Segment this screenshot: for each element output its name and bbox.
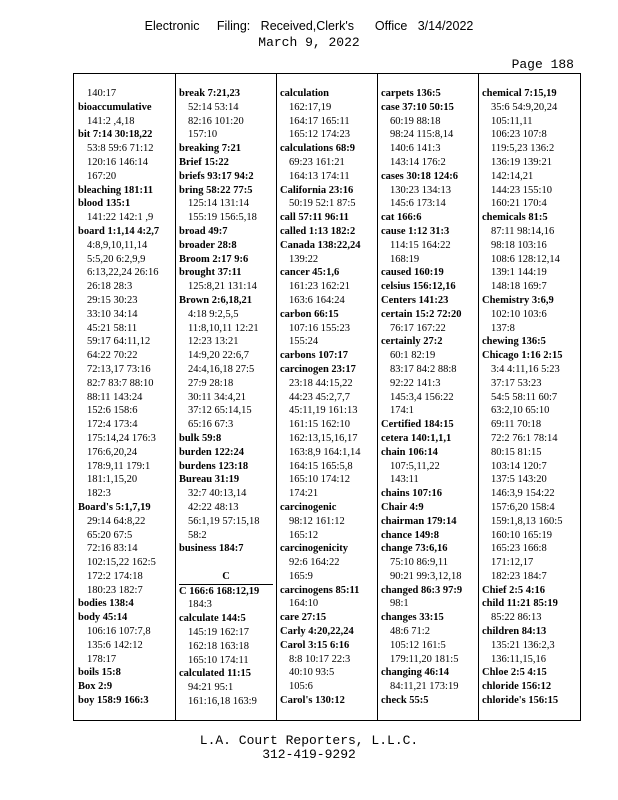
index-term: Board's 5:1,7,19 bbox=[78, 501, 151, 513]
electronic-filing-stamp: Electronic Filing: Received,Clerk's Office 3/14/2022 bbox=[144, 19, 474, 33]
reporter-name: L.A. Court Reporters, L.L.C. bbox=[199, 733, 419, 748]
index-term: chloride's 156:15 bbox=[482, 695, 559, 707]
index-reference: 23:18 44:15,22 bbox=[289, 377, 353, 389]
index-reference: 148:18 169:7 bbox=[491, 281, 547, 293]
index-reference: 54:5 58:11 60:7 bbox=[491, 391, 558, 403]
index-reference: 143:11 bbox=[390, 474, 419, 486]
index-reference: 92:22 141:3 bbox=[390, 377, 441, 389]
index-reference: 29:15 30:23 bbox=[87, 294, 138, 306]
index-reference: 159:1,8,13 160:5 bbox=[491, 515, 563, 527]
index-term: care 27:15 bbox=[280, 612, 327, 624]
index-term: body 45:14 bbox=[78, 612, 128, 624]
column-divider bbox=[377, 74, 378, 720]
index-term: carpets 136:5 bbox=[381, 88, 441, 99]
index-term: boy 158:9 166:3 bbox=[78, 695, 149, 707]
index-reference: 69:11 70:18 bbox=[491, 419, 542, 431]
index-reference: 178:9,11 179:1 bbox=[87, 460, 151, 472]
index-term: child 11:21 85:19 bbox=[482, 598, 558, 610]
index-term: children 84:13 bbox=[482, 626, 547, 638]
index-reference: 88:11 143:24 bbox=[87, 391, 143, 403]
index-reference: 108:6 128:12,14 bbox=[491, 253, 560, 265]
index-term: Canada 138:22,24 bbox=[280, 239, 361, 251]
index-reference: 83:17 84:2 88:8 bbox=[390, 363, 457, 375]
index-reference: 145:3,4 156:22 bbox=[390, 391, 454, 403]
index-term: Chloe 2:5 4:15 bbox=[482, 667, 547, 679]
index-reference: 143:14 176:2 bbox=[390, 156, 446, 168]
index-term: cause 1:12 31:3 bbox=[381, 225, 450, 237]
index-term: cases 30:18 124:6 bbox=[381, 170, 458, 182]
index-term: change 73:6,16 bbox=[381, 543, 448, 555]
index-reference: 29:14 64:8,22 bbox=[87, 515, 146, 527]
index-reference: 164:13 174:11 bbox=[289, 170, 350, 182]
index-reference: 32:7 40:13,14 bbox=[188, 488, 247, 500]
page-number: Page 188 bbox=[511, 57, 574, 72]
index-term: Certified 184:15 bbox=[381, 419, 454, 431]
index-reference: 125:8,21 131:14 bbox=[188, 281, 257, 293]
index-reference: 8:8 10:17 22:3 bbox=[289, 653, 351, 665]
index-term: blood 135:1 bbox=[78, 198, 131, 210]
index-term: Centers 141:23 bbox=[381, 294, 449, 306]
index-reference: 37:17 53:23 bbox=[491, 377, 542, 389]
index-term: carcinogenicity bbox=[280, 543, 349, 555]
index-reference: 160:10 165:19 bbox=[491, 529, 552, 541]
index-term: Chair 4:9 bbox=[381, 501, 424, 513]
index-reference: 94:21 95:1 bbox=[188, 682, 234, 694]
column-divider bbox=[175, 74, 176, 720]
index-reference: 141:2 ,4,18 bbox=[87, 115, 135, 127]
index-reference: 165:9 bbox=[289, 570, 313, 582]
index-reference: 178:17 bbox=[87, 653, 117, 665]
index-column-2 bbox=[179, 87, 275, 709]
index-reference: 161:15 162:10 bbox=[289, 419, 350, 431]
index-reference: 164:15 165:5,8 bbox=[289, 460, 353, 472]
index-reference: 64:22 70:22 bbox=[87, 350, 138, 362]
index-term: bodies 138:4 bbox=[78, 598, 134, 610]
index-reference: 172:2 174:18 bbox=[87, 570, 143, 582]
index-term: cancer 45:1,6 bbox=[280, 267, 340, 279]
index-term: call 57:11 96:11 bbox=[280, 212, 349, 224]
index-term: burden 122:24 bbox=[179, 446, 245, 458]
index-reference: 11:8,10,11 12:21 bbox=[188, 322, 259, 334]
index-reference: 80:15 81:15 bbox=[491, 446, 542, 458]
index-reference: 175:14,24 176:3 bbox=[87, 432, 156, 444]
index-term: chain 106:14 bbox=[381, 446, 438, 458]
index-reference: 162:18 163:18 bbox=[188, 640, 249, 652]
index-spacer bbox=[179, 556, 275, 570]
index-reference: 165:23 166:8 bbox=[491, 543, 547, 555]
column-divider bbox=[276, 74, 277, 720]
index-reference: 60:19 88:18 bbox=[390, 115, 441, 127]
index-reference: 144:23 155:10 bbox=[491, 184, 552, 196]
index-term: cetera 140:1,1,1 bbox=[381, 432, 452, 444]
index-reference: 106:23 107:8 bbox=[491, 129, 547, 141]
index-reference: 84:11,21 173:19 bbox=[390, 681, 459, 693]
index-reference: 107:16 155:23 bbox=[289, 322, 350, 334]
index-reference: 50:19 52:1 87:5 bbox=[289, 198, 356, 210]
index-reference: 44:23 45:2,7,7 bbox=[289, 391, 350, 403]
index-reference: 48:6 71:2 bbox=[390, 626, 430, 638]
index-term: Carol 3:15 6:16 bbox=[280, 639, 350, 651]
index-reference: 184:3 bbox=[188, 599, 212, 611]
index-reference: 120:16 146:14 bbox=[87, 156, 148, 168]
index-reference: 27:9 28:18 bbox=[188, 377, 234, 389]
index-reference: 141:22 142:1 ,9 bbox=[87, 212, 154, 224]
index-reference: 174:21 bbox=[289, 488, 319, 500]
index-term: Carol's 130:12 bbox=[280, 695, 345, 707]
index-term: brought 37:11 bbox=[179, 267, 242, 279]
index-term: Brown 2:6,18,21 bbox=[179, 294, 253, 306]
index-term: carbons 107:17 bbox=[280, 350, 348, 362]
index-reference: 82:7 83:7 88:10 bbox=[87, 377, 154, 389]
index-reference: 92:6 164:22 bbox=[289, 557, 340, 569]
index-reference: 136:11,15,16 bbox=[491, 653, 547, 665]
index-term: calculation bbox=[280, 88, 329, 99]
index-term: carcinogens 85:11 bbox=[280, 584, 360, 596]
index-reference: 163:8,9 164:1,14 bbox=[289, 446, 361, 458]
index-reference: 180:23 182:7 bbox=[87, 584, 143, 596]
index-term: Chemistry 3:6,9 bbox=[482, 294, 554, 306]
index-term: certainly 27:2 bbox=[381, 336, 443, 348]
index-term: Carly 4:20,22,24 bbox=[280, 626, 354, 638]
index-reference: 42:22 48:13 bbox=[188, 501, 239, 513]
index-term: calculate 144:5 bbox=[179, 613, 246, 625]
index-reference: 24:4,16,18 27:5 bbox=[188, 363, 255, 375]
index-term: bit 7:14 30:18,22 bbox=[78, 129, 153, 141]
index-reference: 182:3 bbox=[87, 488, 111, 500]
index-term: Chief 2:5 4:16 bbox=[482, 584, 545, 596]
index-reference: 136:19 139:21 bbox=[491, 156, 552, 168]
index-term: broader 28:8 bbox=[179, 239, 237, 251]
index-reference: 155:19 156:5,18 bbox=[188, 212, 257, 224]
index-term: bleaching 181:11 bbox=[78, 184, 153, 196]
index-reference: 179:11,20 181:5 bbox=[390, 653, 459, 665]
index-term: changes 33:15 bbox=[381, 612, 444, 624]
index-reference: 155:24 bbox=[289, 336, 319, 348]
index-reference: 106:16 107:7,8 bbox=[87, 626, 151, 638]
index-reference: 102:15,22 162:5 bbox=[87, 557, 156, 569]
index-column-3 bbox=[280, 87, 376, 708]
index-term: chairman 179:14 bbox=[381, 515, 457, 527]
index-term: cat 166:6 bbox=[381, 212, 422, 224]
index-reference: 45:21 58:11 bbox=[87, 322, 138, 334]
index-reference: 65:20 67:5 bbox=[87, 529, 133, 541]
index-term: burdens 123:18 bbox=[179, 460, 249, 472]
index-reference: 163:6 164:24 bbox=[289, 294, 345, 306]
index-reference: 182:23 184:7 bbox=[491, 570, 547, 582]
index-term: carbon 66:15 bbox=[280, 308, 339, 320]
index-term: break 7:21,23 bbox=[179, 88, 241, 99]
index-reference: 37:12 65:14,15 bbox=[188, 405, 252, 417]
index-term: chloride 156:12 bbox=[482, 681, 552, 693]
index-term: chemicals 81:5 bbox=[482, 212, 548, 224]
reporter-phone: 312-419-9292 bbox=[262, 747, 356, 762]
index-reference: 140:6 141:3 bbox=[390, 143, 441, 155]
index-term: briefs 93:17 94:2 bbox=[179, 170, 254, 182]
index-reference: 72:16 83:14 bbox=[87, 543, 138, 555]
index-reference: 4:18 9:2,5,5 bbox=[188, 308, 239, 320]
index-reference: 176:6,20,24 bbox=[87, 446, 138, 458]
index-reference: 165:12 174:23 bbox=[289, 129, 350, 141]
index-term: C 166:6 168:12,19 bbox=[179, 585, 260, 597]
index-column-4 bbox=[381, 87, 477, 708]
index-reference: 146:3,9 154:22 bbox=[491, 488, 555, 500]
index-term: calculations 68:9 bbox=[280, 143, 355, 155]
index-reference: 98:1 bbox=[390, 598, 409, 610]
index-reference: 85:22 86:13 bbox=[491, 612, 542, 624]
index-term: Bureau 31:19 bbox=[179, 474, 240, 486]
index-reference: 30:11 34:4,21 bbox=[188, 391, 246, 403]
index-column-5 bbox=[482, 87, 578, 708]
index-reference: 40:10 93:5 bbox=[289, 667, 335, 679]
index-term: board 1:1,14 4:2,7 bbox=[78, 225, 160, 237]
index-reference: 60:1 82:19 bbox=[390, 350, 436, 362]
index-reference: 165:10 174:11 bbox=[188, 654, 249, 666]
index-reference: 102:10 103:6 bbox=[491, 308, 547, 320]
index-reference: 165:12 bbox=[289, 529, 319, 541]
index-term: changing 46:14 bbox=[381, 667, 449, 679]
transcript-date: March 9, 2022 bbox=[258, 35, 360, 50]
index-reference: 45:11,19 161:13 bbox=[289, 405, 358, 417]
index-reference: 145:6 173:14 bbox=[390, 198, 446, 210]
index-term: certain 15:2 72:20 bbox=[381, 308, 462, 320]
index-term: Chicago 1:16 2:15 bbox=[482, 350, 563, 362]
column-divider bbox=[478, 74, 479, 720]
index-term: business 184:7 bbox=[179, 543, 244, 555]
index-term: bring 58:22 77:5 bbox=[179, 184, 253, 196]
index-reference: 119:5,23 136:2 bbox=[491, 143, 555, 155]
index-reference: 160:21 170:4 bbox=[491, 198, 547, 210]
index-reference: 139:1 144:19 bbox=[491, 267, 547, 279]
index-reference: 167:20 bbox=[87, 170, 117, 182]
index-reference: 5:5,20 6:2,9,9 bbox=[87, 253, 146, 265]
index-box bbox=[73, 73, 581, 721]
index-reference: 139:22 bbox=[289, 253, 319, 265]
index-reference: 157:10 bbox=[188, 129, 218, 141]
index-reference: 152:6 158:6 bbox=[87, 405, 138, 417]
index-term: called 1:13 182:2 bbox=[280, 225, 356, 237]
index-term: breaking 7:21 bbox=[179, 143, 241, 155]
index-reference: 72:2 76:1 78:14 bbox=[491, 432, 558, 444]
index-term: carcinogen 23:17 bbox=[280, 363, 356, 375]
index-reference: 130:23 134:13 bbox=[390, 184, 451, 196]
index-reference: 164:10 bbox=[289, 598, 319, 610]
index-reference: 98:24 115:8,14 bbox=[390, 129, 454, 141]
index-term: chewing 136:5 bbox=[482, 336, 546, 348]
index-reference: 52:14 53:14 bbox=[188, 101, 239, 113]
index-reference: 114:15 164:22 bbox=[390, 239, 451, 251]
index-reference: 172:4 173:4 bbox=[87, 419, 138, 431]
index-reference: 26:18 28:3 bbox=[87, 281, 133, 293]
index-reference: 181:1,15,20 bbox=[87, 474, 138, 486]
index-reference: 63:2,10 65:10 bbox=[491, 405, 550, 417]
index-reference: 75:10 86:9,11 bbox=[390, 557, 448, 569]
index-term: chance 149:8 bbox=[381, 529, 440, 541]
index-reference: 164:17 165:11 bbox=[289, 115, 350, 127]
index-reference: 105:6 bbox=[289, 681, 313, 693]
index-section-letter: C bbox=[179, 570, 273, 585]
index-reference: 59:17 64:11,12 bbox=[87, 336, 151, 348]
index-term: caused 160:19 bbox=[381, 267, 444, 279]
index-reference: 162:13,15,16,17 bbox=[289, 432, 358, 444]
index-reference: 157:6,20 158:4 bbox=[491, 501, 555, 513]
index-reference: 58:2 bbox=[188, 529, 207, 541]
index-reference: 72:13,17 73:16 bbox=[87, 363, 151, 375]
index-reference: 162:17,19 bbox=[289, 101, 332, 113]
index-term: check 55:5 bbox=[381, 695, 429, 707]
index-reference: 98:12 161:12 bbox=[289, 515, 345, 527]
index-term: case 37:10 50:15 bbox=[381, 101, 454, 113]
index-reference: 174:1 bbox=[390, 405, 414, 417]
index-term: Brief 15:22 bbox=[179, 156, 229, 168]
index-reference: 65:16 67:3 bbox=[188, 419, 234, 431]
index-reference: 105:12 161:5 bbox=[390, 639, 446, 651]
index-term: calculated 11:15 bbox=[179, 668, 252, 680]
index-reference: 90:21 99:3,12,18 bbox=[390, 570, 462, 582]
index-reference: 12:23 13:21 bbox=[188, 336, 239, 348]
index-term: bioaccumulative bbox=[78, 101, 152, 113]
index-reference: 76:17 167:22 bbox=[390, 322, 446, 334]
index-term: California 23:16 bbox=[280, 184, 354, 196]
index-reference: 14:9,20 22:6,7 bbox=[188, 350, 249, 362]
index-reference: 33:10 34:14 bbox=[87, 308, 138, 320]
index-reference: 98:18 103:16 bbox=[491, 239, 547, 251]
index-reference: 6:13,22,24 26:16 bbox=[87, 267, 159, 279]
index-reference: 137:8 bbox=[491, 322, 515, 334]
index-term: boils 15:8 bbox=[78, 667, 121, 679]
index-reference: 53:8 59:6 71:12 bbox=[87, 143, 154, 155]
index-reference: 165:10 174:12 bbox=[289, 474, 350, 486]
index-reference: 69:23 161:21 bbox=[289, 156, 345, 168]
index-term: chemical 7:15,19 bbox=[482, 88, 557, 99]
index-reference: 135:6 142:12 bbox=[87, 639, 143, 651]
index-term: Box 2:9 bbox=[78, 681, 113, 693]
index-reference: 3:4 4:11,16 5:23 bbox=[491, 363, 560, 375]
index-reference: 142:14,21 bbox=[491, 170, 534, 182]
index-term: broad 49:7 bbox=[179, 225, 228, 237]
index-reference: 135:21 136:2,3 bbox=[491, 639, 555, 651]
index-reference: 137:5 143:20 bbox=[491, 474, 547, 486]
index-reference: 125:14 131:14 bbox=[188, 198, 249, 210]
index-term: changed 86:3 97:9 bbox=[381, 584, 463, 596]
index-reference: 56:1,19 57:15,18 bbox=[188, 515, 260, 527]
index-reference: 168:19 bbox=[390, 253, 420, 265]
index-term: carcinogenic bbox=[280, 501, 337, 513]
index-reference: 107:5,11,22 bbox=[390, 460, 440, 472]
index-reference: 82:16 101:20 bbox=[188, 115, 244, 127]
index-reference: 140:17 bbox=[87, 88, 117, 99]
index-column-1 bbox=[78, 87, 174, 708]
index-term: bulk 59:8 bbox=[179, 432, 222, 444]
index-term: Broom 2:17 9:6 bbox=[179, 253, 249, 265]
index-reference: 161:23 162:21 bbox=[289, 281, 350, 293]
index-reference: 35:6 54:9,20,24 bbox=[491, 101, 558, 113]
index-reference: 145:19 162:17 bbox=[188, 627, 249, 639]
index-reference: 103:14 120:7 bbox=[491, 460, 547, 472]
index-reference: 4:8,9,10,11,14 bbox=[87, 239, 148, 251]
index-reference: 105:11,11 bbox=[491, 115, 533, 127]
index-reference: 87:11 98:14,16 bbox=[491, 225, 555, 237]
index-term: chains 107:16 bbox=[381, 488, 442, 500]
index-term: celsius 156:12,16 bbox=[381, 281, 456, 293]
index-reference: 171:12,17 bbox=[491, 557, 534, 569]
index-reference: 161:16,18 163:9 bbox=[188, 696, 257, 708]
